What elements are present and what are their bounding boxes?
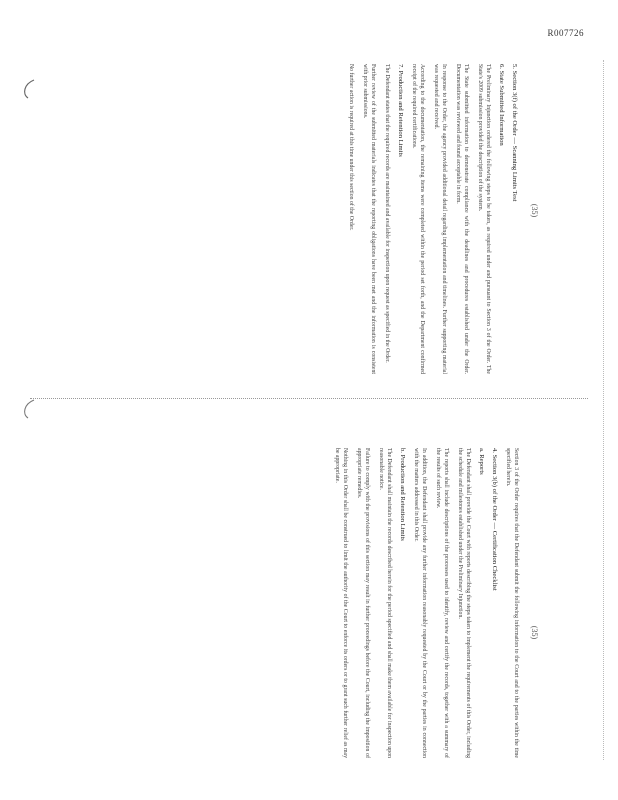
paragraph: Further review of the submitted materials indicates that the reporting obligations have been met and the information is consistent with prior submissions.	[362, 64, 376, 374]
page-number-top: (35)	[530, 203, 540, 218]
document-id: R007726	[547, 28, 584, 38]
paragraph: The State submitted information to demonstrate compliance with the deadlines and procedures established under the Order. Documentation was reviewed and found acceptable in form.	[455, 64, 469, 374]
paragraph: Failure to comply with the provisions of this section may result in further proceedings before the Court, including the imposition of appropriate remedies.	[356, 448, 370, 758]
section-heading: a. Reports	[478, 448, 485, 475]
paragraph: According to the documentation, the remaining items were completed within the period set forth, and the Department confirmed receipt of the required certifications.	[411, 64, 425, 374]
page-fold-line	[30, 398, 588, 399]
intro-paragraph: Section 3 of the Order requires that the Defendant submit the following information to the Court and to the parties within the time specified herein.	[505, 448, 519, 758]
scan-mark-middle	[18, 398, 38, 420]
section-heading: 5. Section 3(f) of the Order — Scanning Limits Test	[511, 64, 518, 202]
paragraph: No further action is required at this time under this section of the Order.	[348, 64, 354, 231]
upper-text-block	[341, 64, 520, 374]
paragraph: The Preliminary Injunction ordered the following steps to be taken, as required under and pursuant to Section 3 of the Order. The State's 2009 submission provided the description of the system.	[477, 64, 491, 374]
section-heading: b. Production and Retention Limits	[399, 448, 406, 541]
section-heading: 7. Production and Retention Limits	[397, 64, 404, 157]
section-heading: 6. State Submitted Information	[498, 64, 505, 146]
scan-edge	[603, 60, 604, 760]
scan-mark-top	[18, 78, 38, 100]
paragraph: The reports shall include descriptions of the processes used to identify, review and certify the records, together with a summary of the results of such review.	[435, 448, 449, 758]
paragraph: In addition, the Defendant shall provide any further information reasonably requested by the Court or by the parties in connection with the matters addressed in this Order.	[413, 448, 427, 758]
paragraph: The Defendant shall provide the Court with reports describing the steps taken to implement the requirements of this Order, including the schedule and milestones established under the Preliminary Injunction.	[457, 448, 471, 758]
paragraph: The Defendant shall maintain the records described herein for the period specified and shall make them available for inspection upon reasonable notice.	[378, 448, 392, 758]
paragraph: In response to the Order, the agency provided additional detail regarding implementation and timelines. Further supporting material was requested and received.	[433, 64, 447, 374]
paragraph: Nothing in this Order shall be construed to limit the authority of the Court to enforce its orders or to grant such further relief as may be appropriate.	[334, 448, 348, 758]
lower-text-block	[327, 448, 520, 758]
page-number-bottom: (35)	[530, 625, 540, 640]
section-heading: 4. Section 3(b) of the Order — Certification Checklist	[491, 448, 498, 591]
paragraph: The Defendant states that the required records are maintained and available for inspection upon request as specified in the Order.	[384, 64, 390, 363]
